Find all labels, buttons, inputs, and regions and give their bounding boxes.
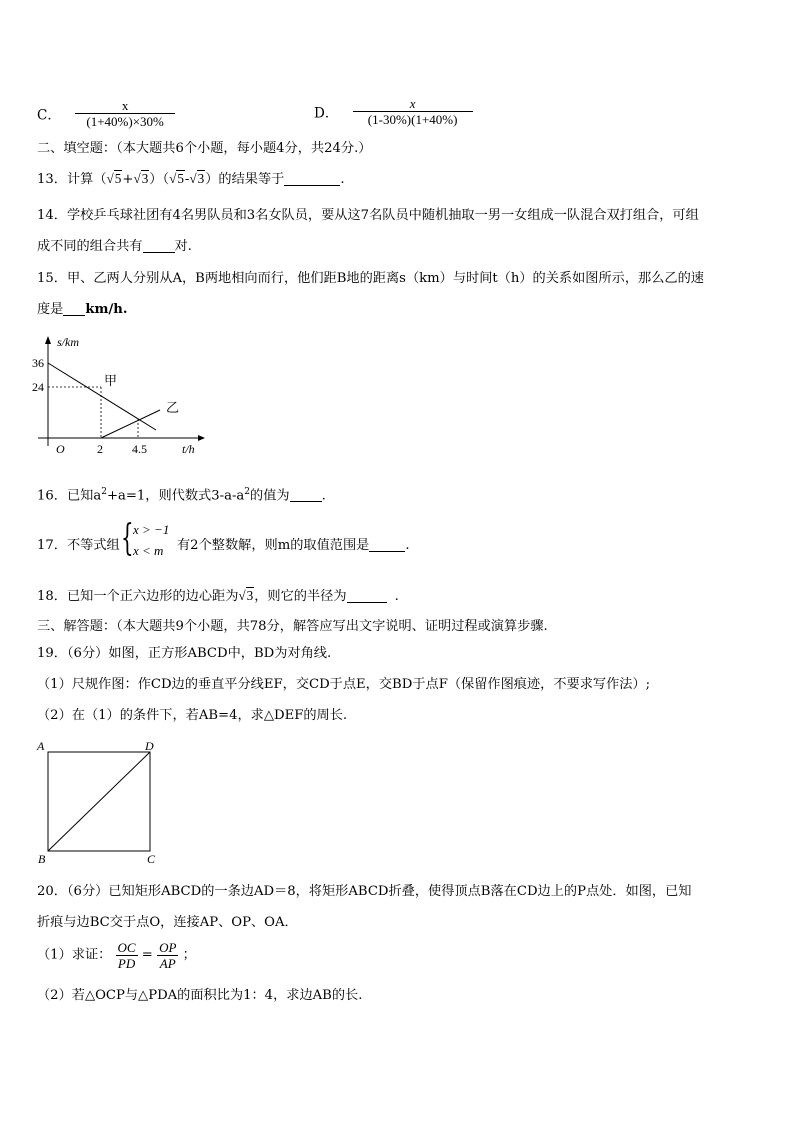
x-axis-arrow bbox=[198, 435, 205, 441]
question-14-line-2 bbox=[37, 238, 192, 256]
answer-blank bbox=[143, 238, 175, 253]
q20-part-1-prefix: （1）求证： bbox=[37, 947, 112, 963]
vertex-label-b: B bbox=[38, 852, 46, 866]
answer-blank bbox=[63, 301, 85, 316]
square-abcd-figure bbox=[34, 737, 164, 867]
section-3-heading: 三、解答题：（本大题共9个小题，共78分，解答应写出文字说明、证明过程或演算步骤. bbox=[37, 619, 548, 634]
q16-suffix: 的值为 bbox=[250, 488, 290, 504]
q16-prefix: 16．已知a bbox=[37, 488, 102, 504]
question-16 bbox=[37, 483, 326, 505]
fraction-oc-pd bbox=[116, 940, 138, 971]
q16-exponent-1: 2 bbox=[101, 487, 107, 497]
x-axis-label: t/h bbox=[182, 442, 195, 456]
answer-blank bbox=[369, 537, 405, 552]
q13-suffix: ）的结果等于 bbox=[205, 172, 285, 187]
q17-prefix: 17．不等式组 bbox=[37, 538, 120, 553]
q17-end: . bbox=[405, 538, 410, 553]
q18-suffix: ，则它的半径为 bbox=[254, 589, 347, 604]
option-d-numerator: x bbox=[353, 96, 473, 112]
sqrt-symbol: √5 bbox=[169, 171, 184, 186]
series-yi-label: 乙 bbox=[166, 400, 180, 415]
equals-sign: = bbox=[141, 947, 153, 963]
question-20-line-2: 折痕与边BC交于点O，连接AP、OP、OA． bbox=[37, 915, 298, 930]
option-c-label: C． bbox=[37, 107, 61, 124]
q13-plus: + bbox=[122, 172, 134, 187]
q13-minus: - bbox=[184, 172, 190, 187]
vertex-label-a: A bbox=[37, 739, 45, 753]
q14-text: 成不同的组合共有 bbox=[37, 239, 143, 254]
q20-part-1-end: ； bbox=[182, 947, 196, 963]
option-c bbox=[37, 98, 175, 129]
y-axis-arrow bbox=[45, 336, 51, 344]
answer-blank bbox=[290, 487, 322, 502]
q18-radicand: 3 bbox=[246, 588, 254, 603]
fraction-numerator: OP bbox=[159, 940, 177, 955]
question-20-part-2: （2）若△OCP与△PDA的面积比为1：4，求边AB的长. bbox=[37, 988, 363, 1003]
q18-prefix: 18．已知一个正六边形的边心距为 bbox=[37, 589, 239, 604]
sqrt-symbol: √5 bbox=[106, 171, 122, 186]
q17-condition-1: x > −1 bbox=[133, 522, 170, 537]
answer-blank bbox=[347, 588, 387, 603]
q16-end: . bbox=[321, 488, 326, 504]
brace-symbol: { bbox=[121, 518, 134, 559]
q13-radicand-1: 5 bbox=[114, 171, 122, 186]
question-20-line-1: 20．（6分）已知矩形ABCD的一条边AD＝8，将矩形ABCD折叠，使得顶点B落在CD边上的P点处．如图，已知 bbox=[37, 884, 692, 899]
option-c-fraction bbox=[75, 98, 175, 129]
origin-label: O bbox=[56, 442, 65, 456]
distance-time-graph bbox=[30, 330, 210, 460]
question-18 bbox=[37, 587, 399, 606]
option-d-denominator: (1-30%)(1+40%) bbox=[367, 112, 458, 127]
vertex-label-d: D bbox=[145, 739, 154, 753]
sqrt-symbol: √3 bbox=[238, 588, 254, 603]
option-d-fraction bbox=[353, 96, 473, 127]
question-14-line-1: 14．学校乒乓球社团有4名男队员和3名女队员，要从这7名队员中随机抽取一男一女组成一队混合双打组合，可组 bbox=[37, 208, 699, 223]
q16-middle: +a=1，则代数式3-a-a bbox=[106, 488, 245, 504]
q13-prefix: 13．计算（ bbox=[37, 172, 107, 187]
fraction-op-ap bbox=[157, 940, 178, 971]
q14-end: 对. bbox=[174, 239, 192, 254]
series-jia-label: 甲 bbox=[104, 373, 118, 388]
q17-condition-2: x < m bbox=[133, 543, 164, 558]
option-d bbox=[314, 96, 473, 127]
option-c-numerator: x bbox=[75, 98, 175, 114]
q17-tail bbox=[177, 534, 410, 553]
question-19-part-2: （2）在（1）的条件下，若AB=4，求△DEF的周长. bbox=[37, 708, 348, 723]
y-axis-label: s/km bbox=[57, 335, 79, 349]
fraction-denominator: PD bbox=[117, 956, 136, 971]
option-c-denominator: (1+40%)×30% bbox=[86, 114, 164, 129]
question-19-part-1: （1）尺规作图：作CD边的垂直平分线EF，交CD于点E，交BD于点F（保留作图痕迹，不要求写作法）; bbox=[37, 677, 651, 692]
tick-label-36: 36 bbox=[32, 356, 44, 370]
q18-end: . bbox=[394, 589, 399, 604]
tick-label-24: 24 bbox=[32, 380, 44, 394]
vertex-label-c: C bbox=[147, 852, 156, 866]
q15-unit: km/h. bbox=[85, 302, 128, 317]
fraction-numerator: OC bbox=[117, 940, 136, 955]
question-15-line-1: 15．甲、乙两人分别从A，B两地相向而行，他们距B地的距离s（km）与时间t（h）的关系如图所示，那么乙的速 bbox=[37, 271, 704, 286]
tick-label-4.5: 4.5 bbox=[132, 442, 147, 456]
question-20-part-1 bbox=[37, 940, 196, 978]
sqrt-symbol: √3 bbox=[189, 171, 205, 186]
q13-radicand-2: 3 bbox=[141, 171, 149, 186]
option-d-label: D． bbox=[314, 105, 339, 122]
q17-suffix: 有2个整数解，则m的取值范围是 bbox=[177, 538, 370, 553]
q13-middle: ）（ bbox=[149, 172, 170, 187]
question-15-line-2 bbox=[37, 301, 127, 319]
q15-text: 度是 bbox=[37, 302, 64, 317]
question-13 bbox=[37, 170, 345, 189]
fraction-denominator: AP bbox=[159, 956, 176, 971]
answer-blank bbox=[284, 171, 340, 186]
q16-exponent-2: 2 bbox=[244, 487, 251, 497]
q13-radicand-3: 5 bbox=[177, 171, 184, 186]
diagonal-bd bbox=[48, 752, 150, 851]
q13-radicand-4: 3 bbox=[197, 171, 205, 186]
sqrt-symbol: √3 bbox=[133, 171, 149, 186]
question-19-title: 19．（6分）如图，正方形ABCD中，BD为对角线. bbox=[37, 646, 332, 661]
q13-end: . bbox=[340, 172, 345, 187]
section-2-heading: 二、填空题：（本大题共6个小题，每小题4分，共24分.） bbox=[37, 141, 372, 156]
tick-label-2: 2 bbox=[97, 442, 103, 456]
